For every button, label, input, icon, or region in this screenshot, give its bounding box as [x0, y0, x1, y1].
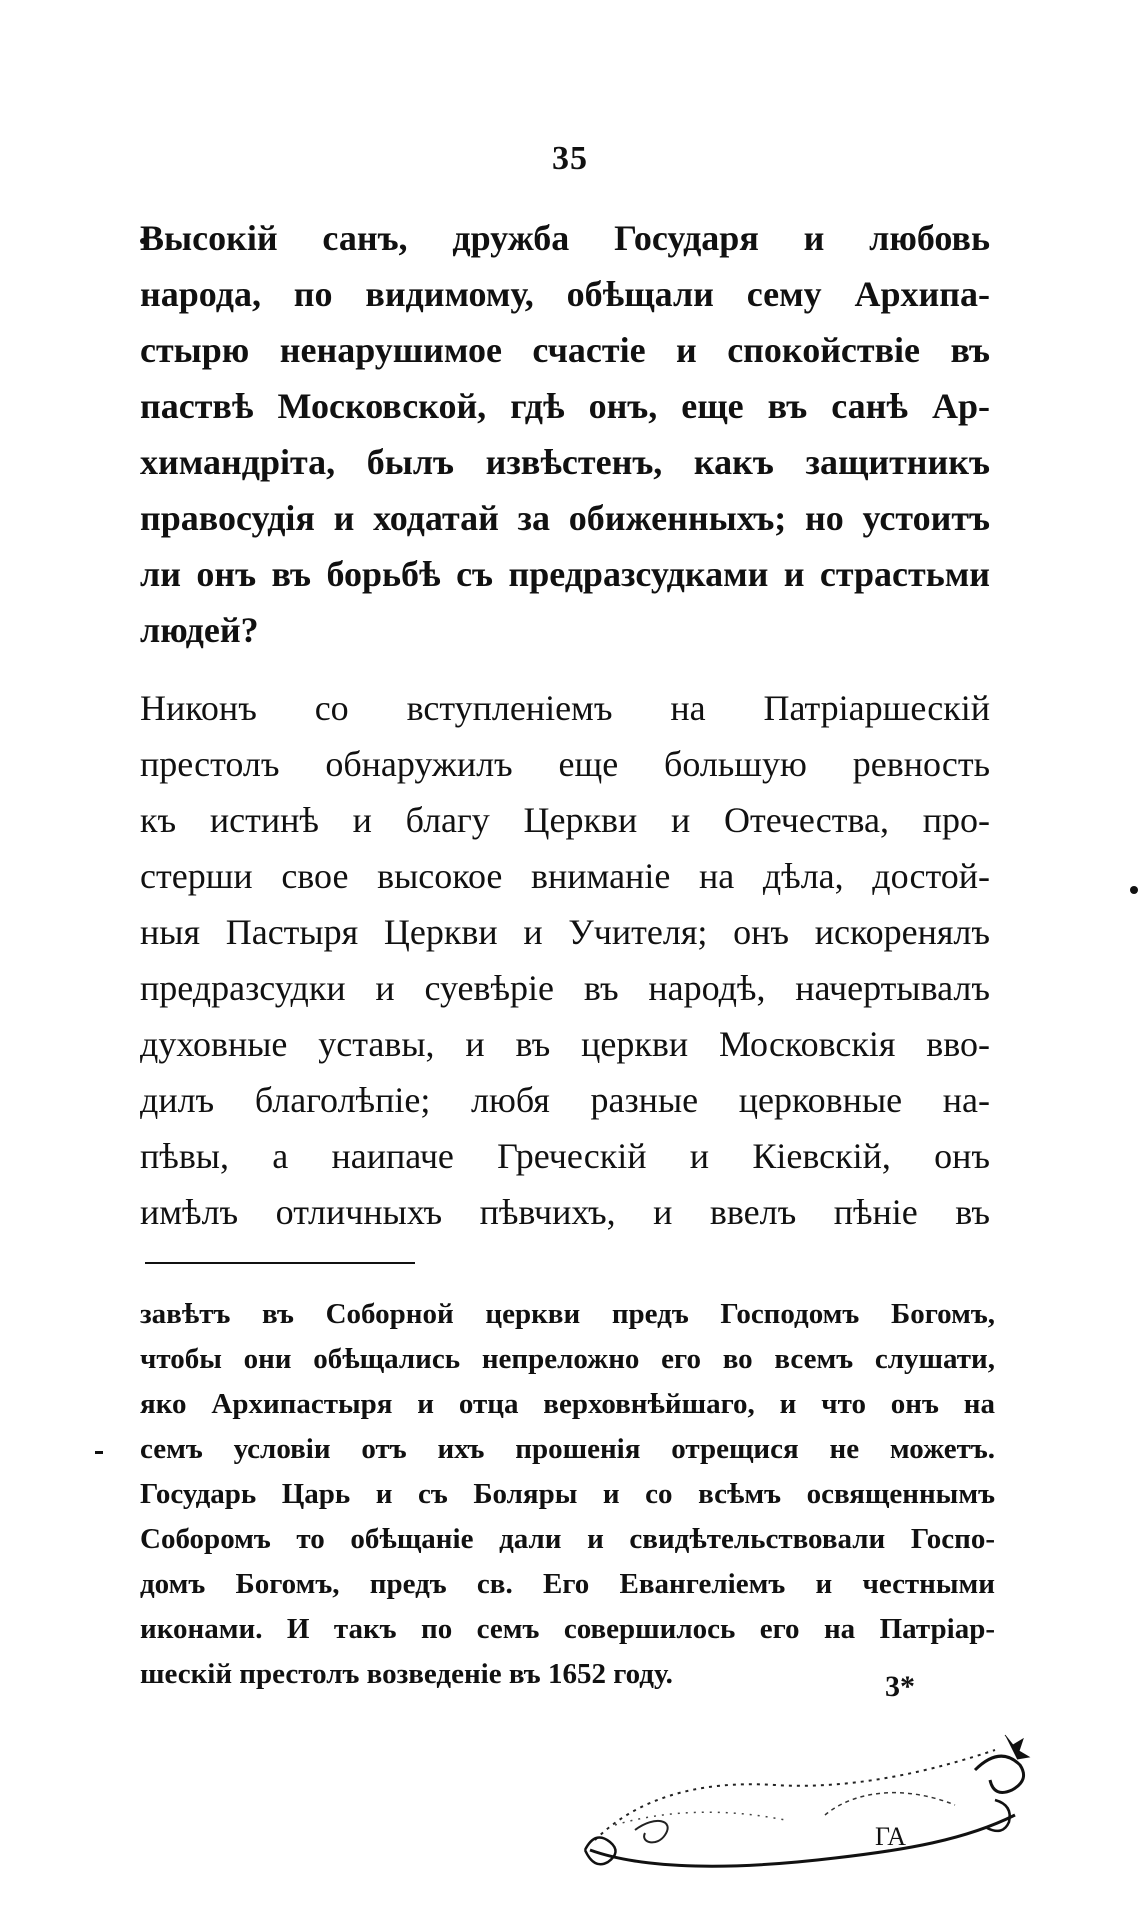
text-line: предразсудки и суевѣріе въ народѣ, начертывалъ — [140, 968, 990, 1008]
text-line: духовные уставы, и въ церкви Московскія вво- — [140, 1024, 990, 1064]
footnote-line: яко Архипастыря и отца верховнѣйшаго, и что онъ на — [140, 1388, 995, 1420]
ornament-lettering: ГА — [875, 1822, 906, 1851]
text-line: стерши свое высокое вниманіе на дѣла, достой- — [140, 856, 990, 896]
text-line: людей? — [140, 610, 259, 650]
text-line: стырю ненарушимое счастіе и спокойствіе въ — [140, 330, 990, 370]
text-line: дилъ благолѣпіе; любя разные церковные на- — [140, 1080, 990, 1120]
text-line: народа, по видимому, обѣщали сему Архипа- — [140, 274, 990, 314]
footnote-line: чтобы они обѣщались непреложно его во всемъ слушати, — [140, 1343, 995, 1375]
margin-dash — [95, 1451, 103, 1454]
footnote-rule — [145, 1262, 415, 1264]
text-line: пѣвы, а наипаче Греческій и Кіевскій, онъ — [140, 1136, 990, 1176]
text-line: престолъ обнаружилъ еще большую ревность — [140, 744, 990, 784]
text-line: правосудія и ходатай за обиженныхъ; но устоитъ — [140, 498, 990, 538]
text-line: ныя Пастыря Церкви и Учителя; онъ искоренялъ — [140, 912, 990, 952]
footnote-line: домъ Богомъ, предъ св. Его Евангеліемъ и честными — [140, 1568, 995, 1600]
paragraph-2 — [140, 680, 990, 1240]
text-line: имѣлъ отличныхъ пѣвчихъ, и ввелъ пѣніе въ — [140, 1192, 990, 1232]
text-line: химандріта, былъ извѣстенъ, какъ защитникъ — [140, 442, 990, 482]
text-line: къ истинѣ и благу Церкви и Отечества, про- — [140, 800, 990, 840]
footnote-line: завѣтъ въ Соборной церкви предъ Господомъ Богомъ, — [140, 1298, 995, 1330]
footnote — [140, 1292, 995, 1697]
footnote-line: иконами. И такъ по семъ совершилось его на Патріар- — [140, 1613, 995, 1645]
footnote-line: шескій престолъ возведеніе въ 1652 году. — [140, 1658, 673, 1690]
text-line: паствѣ Московской, гдѣ онъ, еще въ санѣ Ар- — [140, 386, 990, 426]
text-line: Никонъ со вступленіемъ на Патріаршескій — [140, 688, 990, 728]
signature-mark: 3* — [885, 1670, 915, 1703]
margin-dot — [1130, 886, 1138, 894]
text-line: ли онъ въ борьбѣ съ предразсудками и страстьми — [140, 554, 990, 594]
text-line: Высокій санъ, дружба Государя и любовь — [140, 218, 990, 258]
paragraph-1 — [140, 210, 990, 658]
library-stamp-ornament — [575, 1730, 1035, 1880]
page-number: 35 — [552, 140, 588, 177]
footnote-line: Соборомъ то обѣщаніе дали и свидѣтельствовали Госпо- — [140, 1523, 995, 1555]
footnote-line: семъ условіи отъ ихъ прошенія отрещися не можетъ. — [140, 1433, 995, 1465]
footnote-line: Государь Царь и съ Боляры и со всѣмъ освященнымъ — [140, 1478, 995, 1510]
